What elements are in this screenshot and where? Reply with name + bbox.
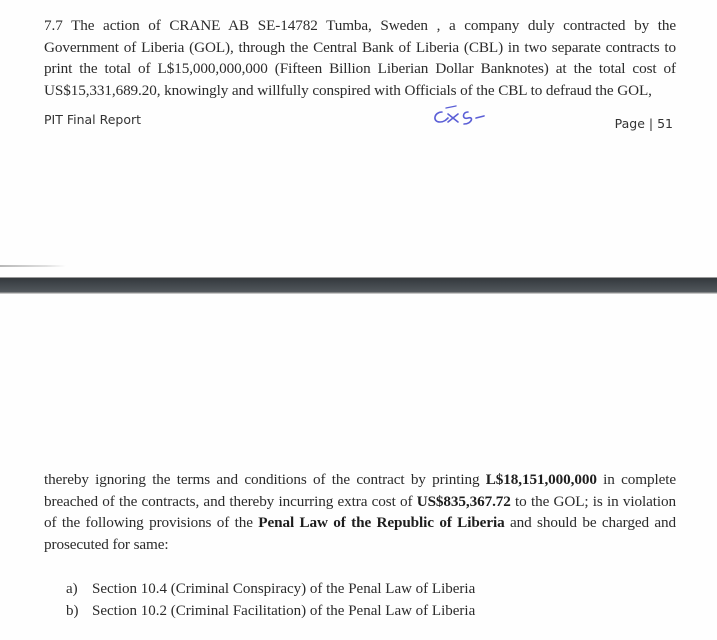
footer-report-title: PIT Final Report: [44, 112, 142, 127]
text-segment: thereby ignoring the terms and conditions of the contract by printing: [44, 471, 486, 488]
penal-law-reference: Penal Law of the Republic of Liberia: [258, 514, 505, 532]
paragraph-7-7: 7.7 The action of CRANE AB SE-14782 Tumba, Sweden , a company duly contracted by the Government of Liberia (GOL), through the Central Bank of Liberia (CBL) in two separate contracts to print the total of L$15,000,000,000 (Fifteen Billion Liberian Dollar Banknotes) at the total cost of US$15,331,689.20, knowingly and willfully conspired with Officials of the CBL to defraud the GOL,: [44, 17, 676, 99]
signature-initials-icon: [428, 104, 498, 133]
extra-cost-amount: US$835,367.72: [416, 492, 511, 510]
text-segment: in complete breached of the contracts, and thereby incurring extra cost of: [44, 471, 676, 510]
violation-list: [66, 579, 475, 622]
list-item-text: Section 10.2 (Criminal Facilitation) of the Penal Law of Liberia: [92, 602, 476, 619]
page-edge-line: [0, 265, 66, 267]
list-item-text: Section 10.4 (Criminal Conspiracy) of the Penal Law of Liberia: [92, 581, 476, 597]
list-item: [66, 601, 475, 623]
amount-printed: L$18,151,000,000: [485, 471, 597, 488]
paragraph-continuation: [44, 469, 676, 555]
text-segment: and should be charged and prosecuted for same:: [44, 514, 676, 553]
list-item: [66, 579, 475, 601]
footer-page-number: Page | 51: [614, 116, 673, 131]
text-segment: to the GOL; is in violation of the following provisions of the: [44, 492, 676, 532]
list-marker: a): [66, 581, 78, 597]
page-divider-bar: [0, 277, 717, 294]
list-marker: b): [66, 602, 79, 619]
